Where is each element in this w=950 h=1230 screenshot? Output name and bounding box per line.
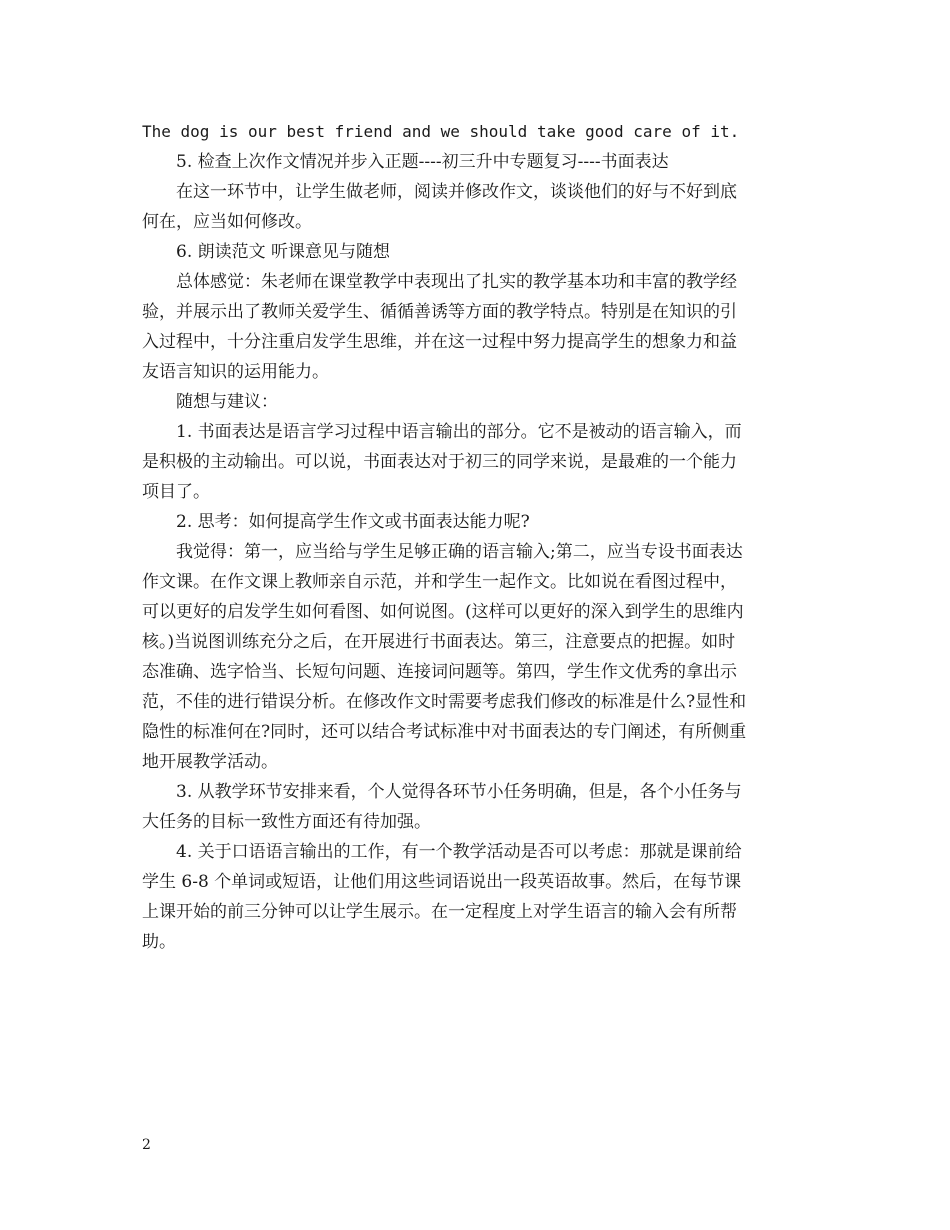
text-line: 我觉得：第一，应当给与学生足够正确的语言输入;第二，应当专设书面表达 (176, 542, 743, 562)
text-line: 范，不佳的进行错误分析。在修改作文时需要考虑我们修改的标准是什么?显性和 (142, 692, 747, 712)
text-line: 可以更好的启发学生如何看图、如何说图。(这样可以更好的深入到学生的思维内 (142, 602, 744, 622)
text-line: 总体感觉：朱老师在课堂教学中表现出了扎实的教学基本功和丰富的教学经 (176, 272, 737, 292)
text-line: 入过程中，十分注重启发学生思维，并在这一过程中努力提高学生的想象力和益 (142, 332, 737, 352)
text-line: 是积极的主动输出。可以说，书面表达对于初三的同学来说，是最难的一个能力 (142, 452, 737, 472)
text-line: 4. 关于口语语言输出的工作，有一个教学活动是否可以考虑：那就是课前给 (176, 842, 742, 862)
text-line: 项目了。 (142, 482, 210, 502)
text-line: 上课开始的前三分钟可以让学生展示。在一定程度上对学生语言的输入会有所帮 (142, 902, 737, 922)
text-line: 5. 检查上次作文情况并步入正题----初三升中专题复习----书面表达 (176, 152, 669, 172)
text-line: 验，并展示出了教师关爱学生、循循善诱等方面的教学特点。特别是在知识的引 (142, 302, 737, 322)
text-line: 态准确、选字恰当、长短句问题、连接词问题等。第四，学生作文优秀的拿出示 (142, 662, 737, 682)
text-line: 地开展教学活动。 (142, 752, 278, 772)
text-line: 3. 从教学环节安排来看，个人觉得各环节小任务明确，但是，各个小任务与 (176, 782, 742, 802)
text-line: 随想与建议： (176, 392, 278, 412)
text-line: 大任务的目标一致性方面还有待加强。 (142, 812, 431, 832)
document-body (142, 117, 810, 957)
text-line: 核。)当说图训练充分之后，在开展进行书面表达。第三，注意要点的把握。如时 (142, 632, 736, 652)
page-number: 2 (142, 1137, 151, 1153)
text-line: 隐性的标准何在?同时，还可以结合考试标准中对书面表达的专门阐述，有所侧重 (142, 722, 747, 742)
text-line: 1. 书面表达是语言学习过程中语言输出的部分。它不是被动的语言输入，而 (176, 422, 742, 442)
text-line: 2. 思考：如何提高学生作文或书面表达能力呢? (176, 512, 530, 532)
text-line: 学生 6-8 个单词或短语，让他们用这些词语说出一段英语故事。然后，在每节课 (142, 872, 742, 892)
text-line: 6. 朗读范文 听课意见与随想 (176, 242, 391, 262)
text-line: 助。 (142, 932, 176, 952)
text-line: The dog is our best friend and we should take good care of it. (142, 122, 740, 141)
text-line: 友语言知识的运用能力。 (142, 362, 329, 382)
text-line: 作文课。在作文课上教师亲自示范，并和学生一起作文。比如说在看图过程中， (142, 572, 737, 592)
text-line: 何在，应当如何修改。 (142, 212, 312, 232)
text-line: 在这一环节中，让学生做老师，阅读并修改作文，谈谈他们的好与不好到底 (176, 182, 737, 202)
